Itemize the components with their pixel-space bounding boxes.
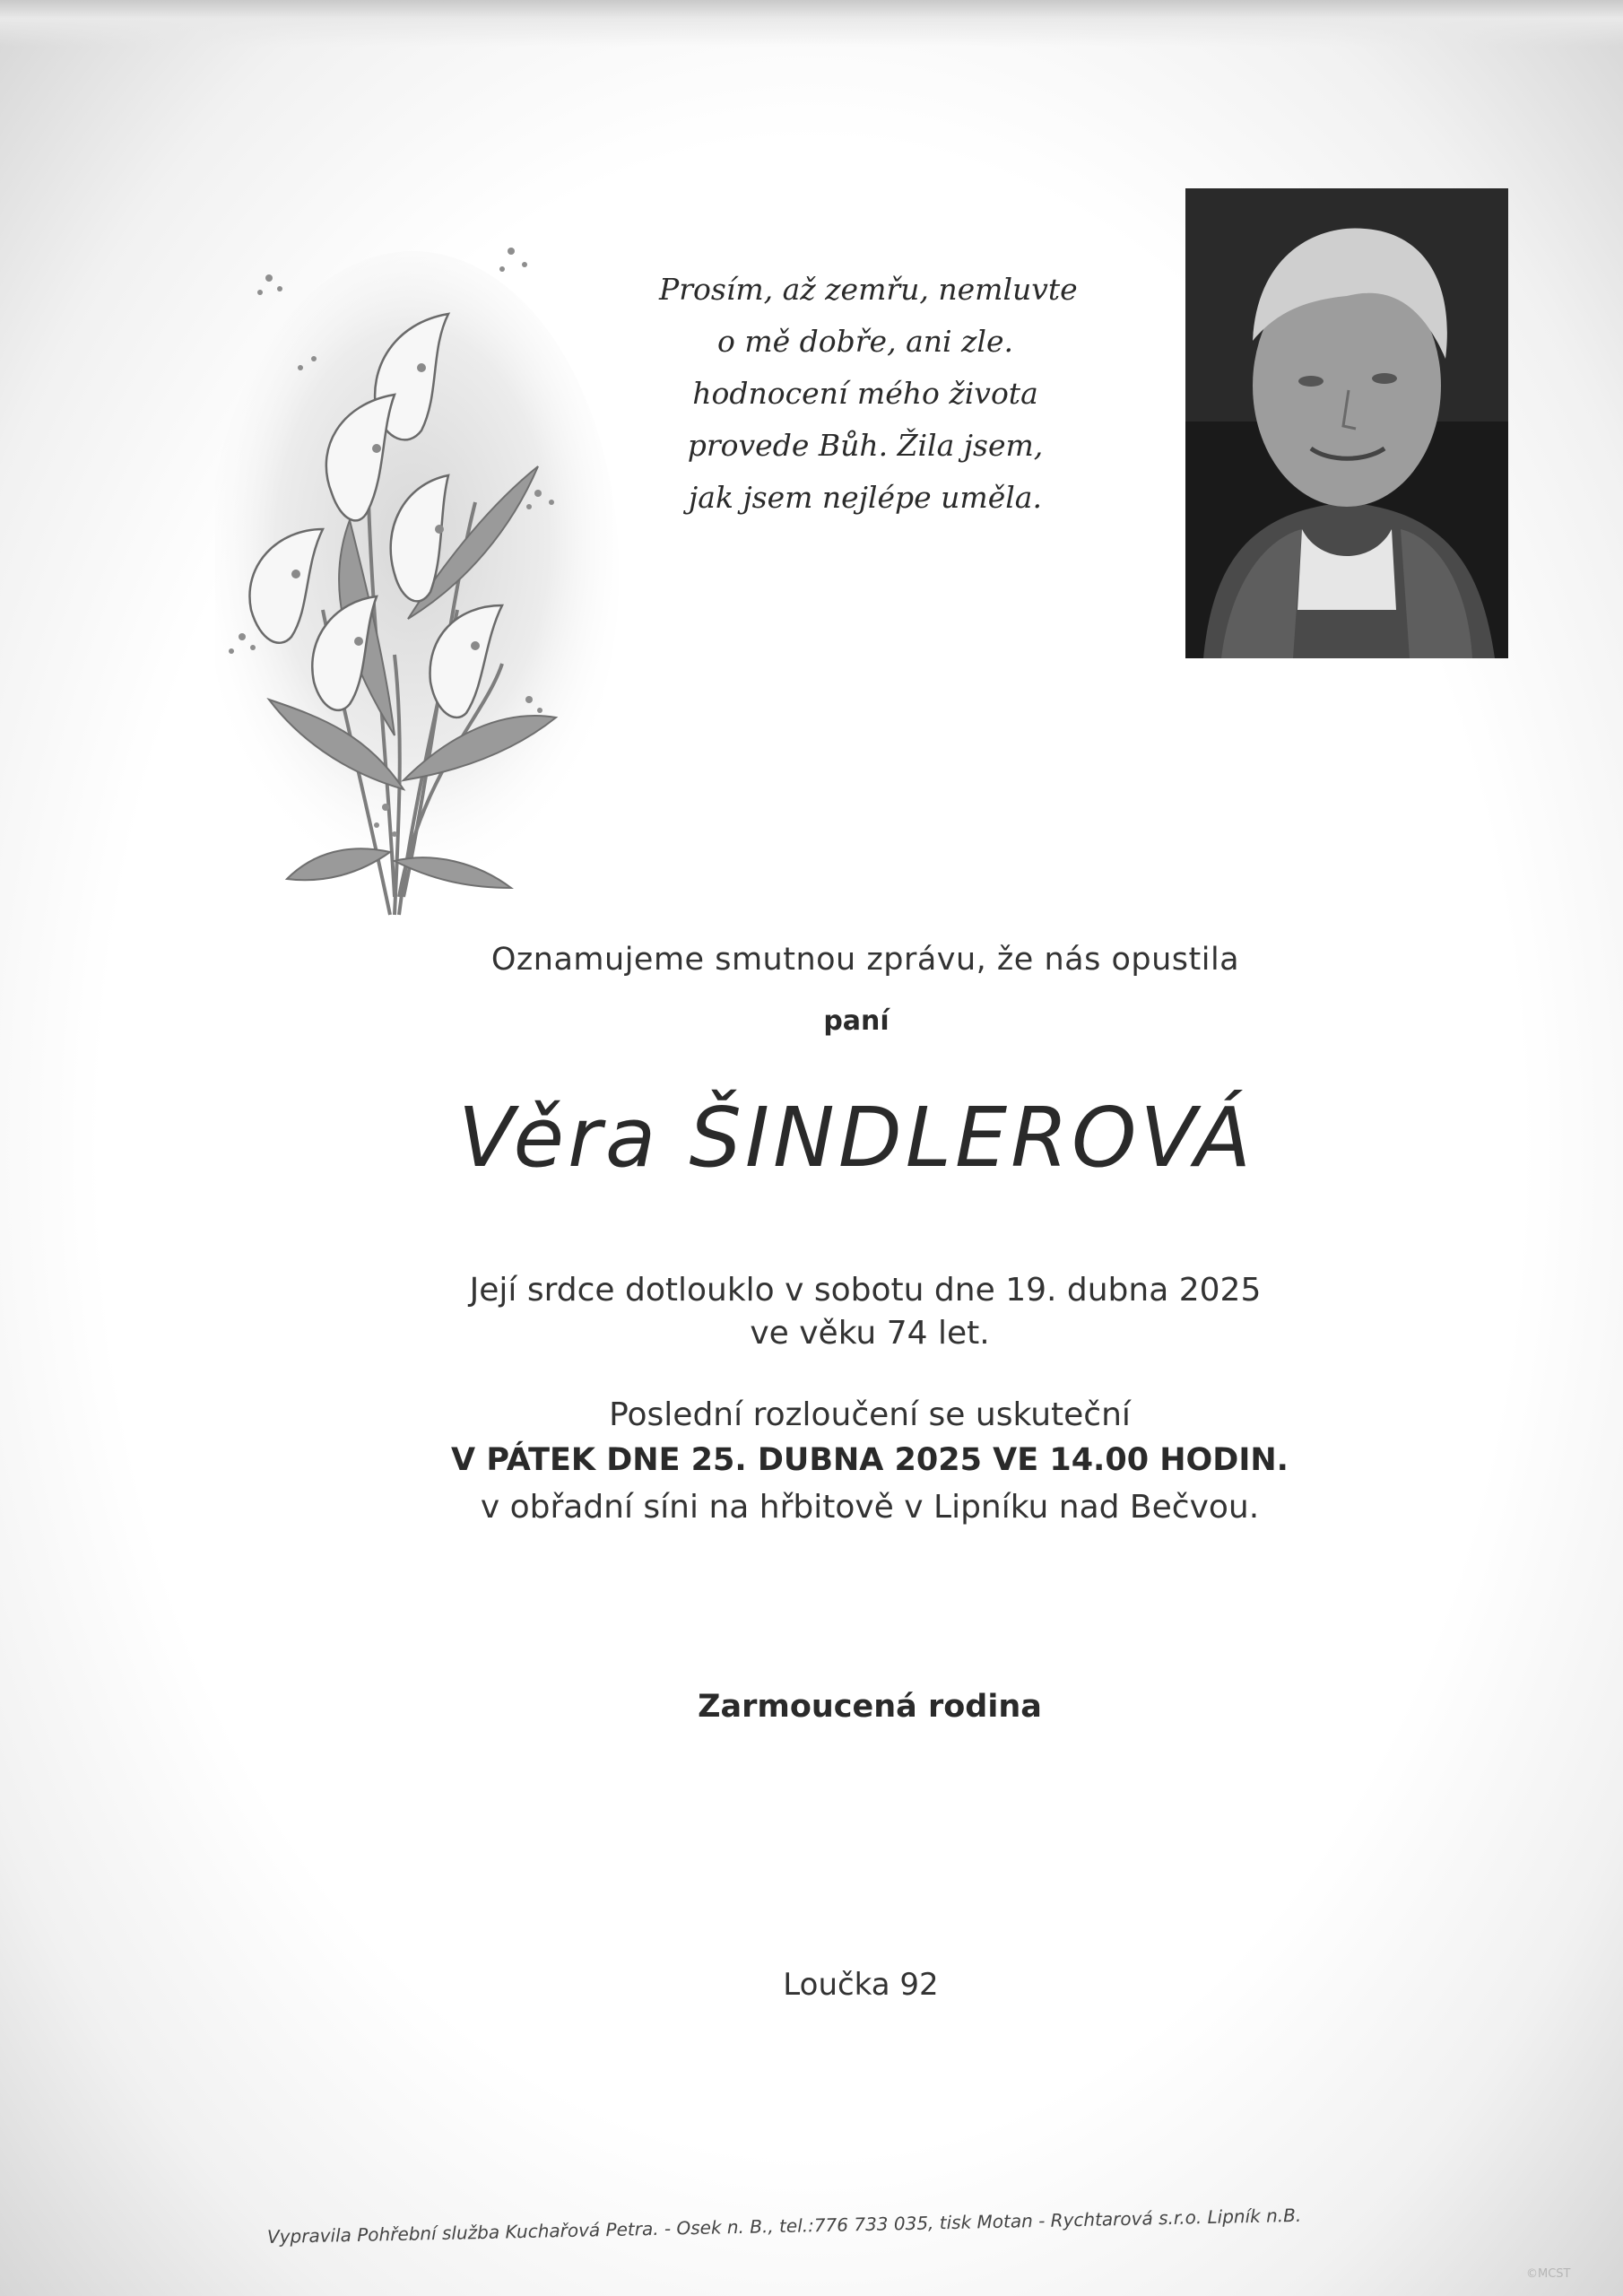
announcement-intro: Oznamujeme smutnou zprávu, že nás opustila bbox=[490, 942, 1240, 978]
poem-line: provede Bůh. Žila jsem, bbox=[687, 428, 1044, 463]
death-date-line: Její srdce dotlouklo v sobotu dne 19. dubna 2025 bbox=[469, 1272, 1262, 1309]
watermark: ©MCST bbox=[1526, 2267, 1571, 2281]
funeral-location: v obřadní síni na hřbitově v Lipníku nad Bečvou. bbox=[480, 1489, 1260, 1526]
poem-line: Prosím, až zemřu, nemluvte bbox=[659, 272, 1078, 307]
address: Loučka 92 bbox=[783, 1967, 939, 2003]
poem-line: o mě dobře, ani zle. bbox=[717, 324, 1013, 359]
deceased-name: Věra ŠINDLEROVÁ bbox=[457, 1090, 1255, 1186]
honorific-title: paní bbox=[823, 1005, 890, 1037]
funeral-service-footer: Vypravila Pohřební služba Kuchařová Petra. - Osek n. B., tel.:776 733 035, tisk Motan - Rychtarová s.r.o. Lipník n.B. bbox=[266, 2204, 1302, 2248]
poem-line: hodnocení mého života bbox=[692, 376, 1038, 411]
funeral-intro: Poslední rozloučení se uskuteční bbox=[609, 1396, 1131, 1433]
family-signature: Zarmoucená rodina bbox=[698, 1689, 1042, 1725]
funeral-datetime: V PÁTEK DNE 25. DUBNA 2025 VE 14.00 HODIN. bbox=[451, 1442, 1289, 1478]
portrait-photo bbox=[1185, 188, 1508, 658]
top-fold-shadow bbox=[0, 0, 1623, 47]
age-line: ve věku 74 let. bbox=[750, 1315, 990, 1352]
calla-lily-illustration bbox=[215, 233, 619, 951]
poem-line: jak jsem nejlépe uměla. bbox=[689, 480, 1042, 515]
portrait-image bbox=[1185, 188, 1508, 658]
memorial-poem bbox=[659, 264, 1078, 524]
